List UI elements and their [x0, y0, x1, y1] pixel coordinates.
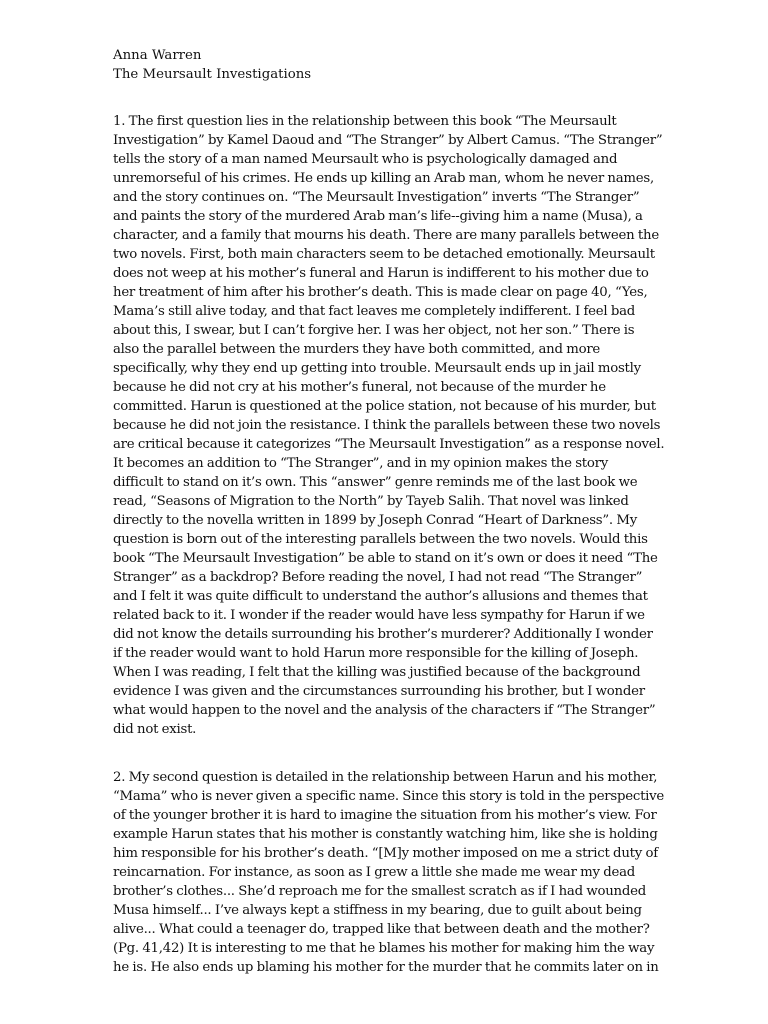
text-line: Mama’s still alive today, and that fact leaves me completely indifferent. I feel bad — [113, 304, 636, 319]
text-line: “Mama” who is never given a specific name. Since this story is told in the perspective — [113, 789, 665, 804]
text-line: two novels. First, both main characters seem to be detached emotionally. Meursault — [113, 247, 655, 262]
text-line: because he did not join the resistance. I think the parallels between these two novels — [113, 418, 661, 433]
text-line: Investigation” by Kamel Daoud and “The Stranger” by Albert Camus. “The Stranger” — [113, 133, 663, 148]
text-line: book “The Meursault Investigation” be able to stand on it’s own or does it need “The — [113, 551, 658, 566]
document-title: The Meursault Investigations — [113, 67, 312, 82]
text-line: and the story continues on. “The Meursault Investigation” inverts “The Stranger” — [113, 190, 640, 205]
text-line: her treatment of him after his brother’s death. This is made clear on page 40, “Yes, — [113, 285, 648, 300]
text-line: When I was reading, I felt that the killing was justified because of the background — [113, 665, 641, 680]
text-line: It becomes an addition to “The Stranger”, and in my opinion makes the story — [113, 456, 608, 471]
text-line: example Harun states that his mother is constantly watching him, like she is holding — [113, 827, 658, 842]
text-line: and I felt it was quite difficult to understand the author’s allusions and themes that — [113, 589, 648, 604]
text-line: brother’s clothes... She’d reproach me for the smallest scratch as if I had wounded — [113, 884, 646, 899]
document-header — [113, 46, 311, 84]
text-line: alive... What could a teenager do, trapped like that between death and the mother? — [113, 922, 650, 937]
text-line: related back to it. I wonder if the reader would have less sympathy for Harun if we — [113, 608, 645, 623]
text-line: committed. Harun is questioned at the police station, not because of his murder, but — [113, 399, 656, 414]
text-line: because he did not cry at his mother’s funeral, not because of the murder he — [113, 380, 606, 395]
text-line: did not know the details surrounding his brother’s murderer? Additionally I wonder — [113, 627, 653, 642]
text-line: if the reader would want to hold Harun more responsible for the killing of Joseph. — [113, 646, 639, 661]
text-line: Stranger” as a backdrop? Before reading the novel, I had not read “The Stranger” — [113, 570, 643, 585]
text-line: specifically, why they end up getting into trouble. Meursault ends up in jail mostly — [113, 361, 641, 376]
text-line: difficult to stand on it’s own. This “answer” genre reminds me of the last book we — [113, 475, 638, 490]
text-line: he is. He also ends up blaming his mother for the murder that he commits later on in — [113, 960, 659, 975]
text-line: (Pg. 41,42) It is interesting to me that he blames his mother for making him the way — [113, 941, 655, 956]
text-line: of the younger brother it is hard to imagine the situation from his mother’s view. For — [113, 808, 657, 823]
text-line: read, “Seasons of Migration to the North” by Tayeb Salih. That novel was linked — [113, 494, 629, 509]
text-line: directly to the novella written in 1899 by Joseph Conrad “Heart of Darkness”. My — [113, 513, 637, 528]
text-line: 2. My second question is detailed in the relationship between Harun and his mother, — [113, 770, 658, 785]
text-line: also the parallel between the murders they have both committed, and more — [113, 342, 601, 357]
text-line: Musa himself... I’ve always kept a stiffness in my bearing, due to guilt about being — [113, 903, 642, 918]
text-line: character, and a family that mourns his death. There are many parallels between the — [113, 228, 659, 243]
text-line: tells the story of a man named Meursault who is psychologically damaged and — [113, 152, 618, 167]
text-line: evidence I was given and the circumstances surrounding his brother, but I wonder — [113, 684, 645, 699]
text-line: 1. The first question lies in the relationship between this book “The Meursault — [113, 114, 617, 129]
text-line: unremorseful of his crimes. He ends up killing an Arab man, whom he never names, — [113, 171, 654, 186]
text-line: question is born out of the interesting parallels between the two novels. Would this — [113, 532, 648, 547]
text-line: are critical because it categorizes “The Meursault Investigation” as a response novel. — [113, 437, 665, 452]
text-line: him responsible for his brother’s death. “[M]y mother imposed on me a strict duty of — [113, 846, 658, 861]
text-line: and paints the story of the murdered Arab man’s life--giving him a name (Musa), a — [113, 209, 643, 224]
text-line: did not exist. — [113, 722, 197, 737]
text-line: does not weep at his mother’s funeral and Harun is indifferent to his mother due to — [113, 266, 649, 281]
text-line: reincarnation. For instance, as soon as I grew a little she made me wear my dead — [113, 865, 636, 880]
text-line: what would happen to the novel and the analysis of the characters if “The Stranger” — [113, 703, 656, 718]
text-line: about this, I swear, but I can’t forgive her. I was her object, not her son.” There is — [113, 323, 635, 338]
author-name: Anna Warren — [113, 48, 202, 63]
